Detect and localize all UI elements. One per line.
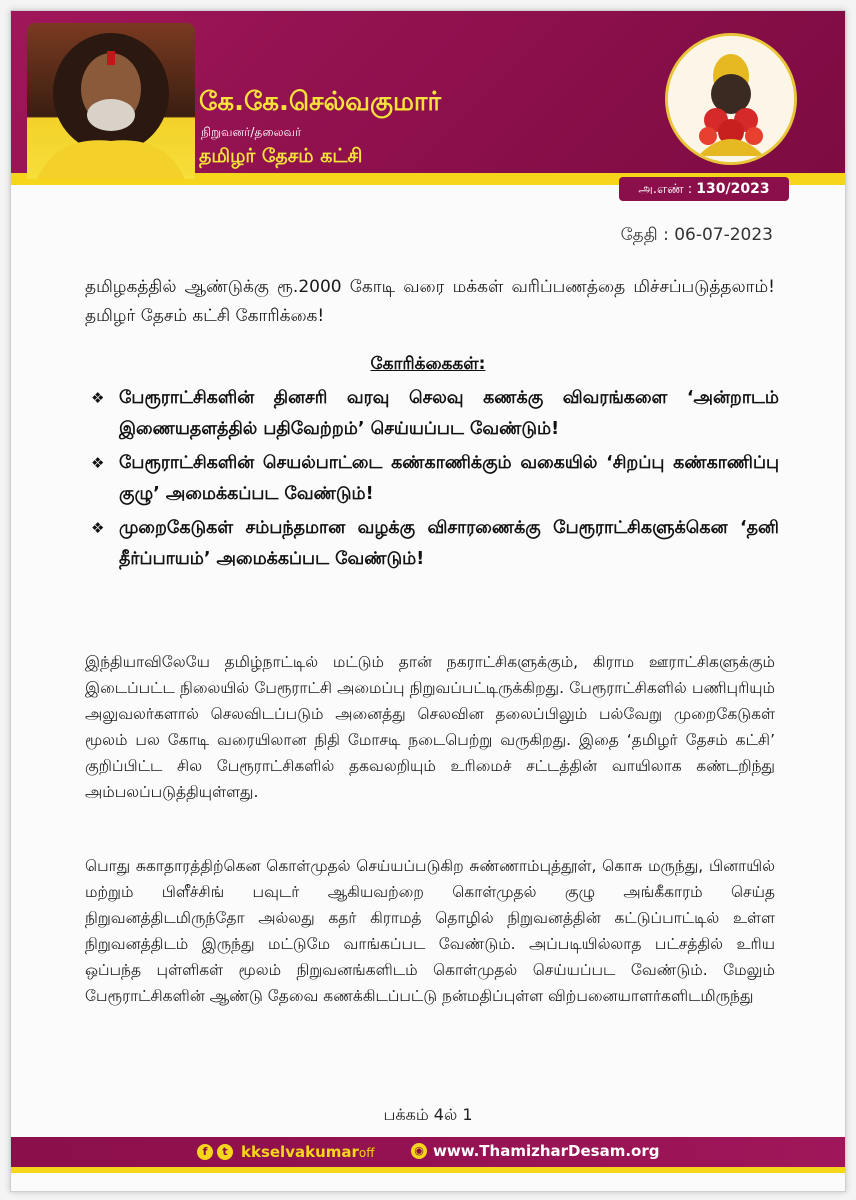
footer-stripe (11, 1167, 845, 1173)
list-item (89, 513, 779, 575)
demands-heading: கோரிக்கைகள்: (370, 354, 486, 374)
letter-date: தேதி : 06-07-2023 (620, 225, 773, 245)
diamond-bullet-icon: ❖ (91, 519, 105, 537)
list-item (89, 448, 779, 510)
demand-text: பேரூராட்சிகளின் செயல்பாட்டை கண்காணிக்கும் வகையில் ‘சிறப்பு கண்காணிப்பு குழு’ அமைக்கப்பட வேண்டும்! (119, 453, 779, 504)
leader-name: கே.கே.செல்வகுமார் (199, 87, 442, 117)
page-number: பக்கம் 4ல் 1 (383, 1105, 473, 1124)
website-link[interactable] (411, 1142, 660, 1160)
reference-number (619, 177, 789, 201)
intro-paragraph: தமிழகத்தில் ஆண்டுக்கு ரூ.2000 கோடி வரை மக்கள் வரிப்பணத்தை மிச்சப்படுத்தலாம்! தமிழர் தேசம் கட்சி கோரிக்கை! (85, 277, 775, 326)
diamond-bullet-icon: ❖ (91, 454, 105, 472)
list-item (89, 383, 779, 445)
demands-list (89, 383, 779, 578)
globe-icon: ◉ (411, 1143, 427, 1159)
demand-text: பேரூராட்சிகளின் தினசரி வரவு செலவு கணக்கு விவரங்களை ‘அன்றாடம் இணையதளத்தில் பதிவேற்றம்’ செய்யப்பட வேண்டும்! (119, 388, 779, 439)
demand-text: முறைகேடுகள் சம்பந்தமான வழக்கு விசாரணைக்கு பேரூராட்சிகளுக்கென ‘தனி தீர்ப்பாயம்’ அமைக்கப்பட வேண்டும்! (119, 518, 779, 569)
deity-image (665, 33, 797, 165)
reference-value: 130/2023 (696, 181, 770, 197)
letterhead-page (10, 10, 846, 1192)
reference-label: அ.எண் : (638, 182, 693, 197)
party-name: தமிழர் தேசம் கட்சி (199, 145, 363, 167)
leader-photo (27, 23, 195, 179)
leader-role: நிறுவனர்/தலைவர் (201, 125, 302, 139)
website-text: www.ThamizharDesam.org (433, 1142, 660, 1160)
diamond-bullet-icon: ❖ (91, 389, 105, 407)
body-paragraph-2: பொது சுகாதாரத்திற்கென கொள்முதல் செய்யப்படுகிற சுண்ணாம்புத்தூள், கொசு மருந்து, பினாயில் மற்றும் பிளீச்சிங் பவுடர் ஆகியவற்றை கொள்முதல் குழு அங்கீகாரம் செய்த நிறுவனத்திடமிருந்தோ அல்லது கதர் கிராமத் தொழில் நிறுவனத்தின் கட்டுப்பாட்டில் உள்ள நிறுவனத்திடம் இருந்து மட்டுமே வாங்கப்பட வேண்டும். அப்படியில்லாத பட்சத்தில் உரிய ஒப்பந்த புள்ளிகள் மூலம் நிறுவனங்களிடம் கொள்முதல் செய்யப்பட வேண்டும். மேலும் பேரூராட்சிகளின் ஆண்டு தேவை கணக்கிடப்பட்டு நன்மதிப்புள்ள விற்பனையாளர்களிடமிருந்து (85, 857, 775, 1005)
social-handle-text: kkselvakumaroff (241, 1143, 375, 1161)
facebook-icon: f (197, 1144, 213, 1160)
social-handle[interactable] (197, 1142, 375, 1162)
twitter-icon: t (217, 1144, 233, 1160)
body-paragraph-1: இந்தியாவிலேயே தமிழ்நாட்டில் மட்டும் தான் நகராட்சிகளுக்கும், கிராம ஊராட்சிகளுக்கும் இடைப்பட்ட நிலையில் பேரூராட்சி அமைப்பு நிறுவப்பட்டிருக்கிறது. பேரூராட்சிகளில் பணிபுரியும் அலுவலர்களால் செலவிடப்படும் அனைத்து செலவின தலைப்பிலும் பல்வேறு முறைகேடுகள் மூலம் பல கோடி வரையிலான நிதி மோசடி நடைபெற்று வருகிறது. இதை ‘தமிழர் தேசம் கட்சி’ குறிப்பிட்ட சில பேரூராட்சிகளில் தகவலறியும் உரிமைச் சட்டத்தின் வாயிலாக கண்டறிந்து அம்பலப்படுத்தியுள்ளது. (85, 653, 775, 801)
